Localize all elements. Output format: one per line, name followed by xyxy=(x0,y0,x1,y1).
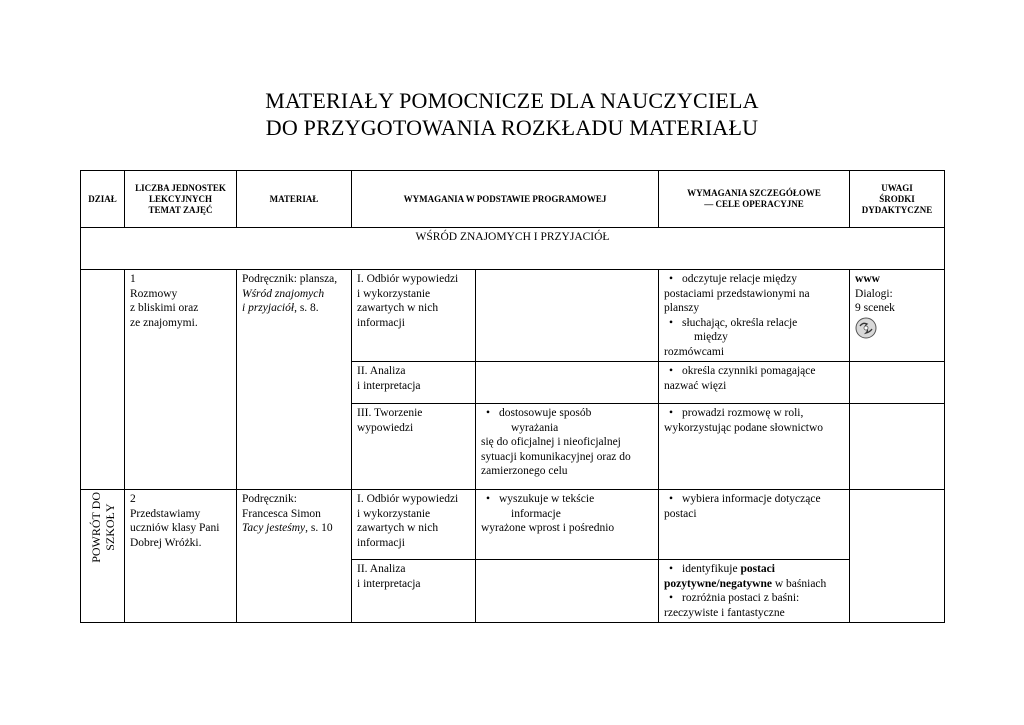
lesson-2-req-2-detail xyxy=(476,560,659,623)
lesson-2-material-line-1: Podręcznik: xyxy=(242,493,297,505)
lesson-2-material xyxy=(237,490,352,623)
lesson-1-number: 1 xyxy=(130,273,136,285)
lesson-1-req-2-detail xyxy=(476,362,659,404)
lesson-1-req-1-detail xyxy=(476,270,659,362)
cd-disc-icon xyxy=(855,317,877,339)
document-title xyxy=(0,87,1024,141)
lesson-1-req-3 xyxy=(352,404,476,490)
header-uwagi-line-1: UWAGI xyxy=(881,182,913,193)
header-row xyxy=(81,171,945,228)
lesson-2-topic-line-2: uczniów klasy Pani xyxy=(130,522,220,534)
header-liczba-line-1: LICZBA JEDNOSTEK xyxy=(135,182,226,193)
lesson-1-row-1 xyxy=(81,270,945,362)
lesson-1-uwagi-www: www xyxy=(855,273,880,285)
lesson-1-uwagi-3 xyxy=(850,404,945,490)
lesson-2-topic xyxy=(125,490,237,623)
lesson-2-objective-3: • rozróżnia postaci z baśni: xyxy=(664,591,844,606)
lesson-2-number: 2 xyxy=(130,493,136,505)
lesson-2-req-1-detail-cont: informacje xyxy=(511,507,561,520)
lesson-1-req-3-detail xyxy=(476,404,659,490)
lesson-2-objective-3-cont: rzeczywiste i fantastyczne xyxy=(664,606,785,619)
lesson-2-req-2-line-2: i interpretacja xyxy=(357,577,421,590)
lesson-1-req-3-line-1: III. Tworzenie xyxy=(357,407,423,419)
lesson-1-uwagi-dialogi: Dialogi: xyxy=(855,287,893,300)
lesson-1-objective-4: • prowadzi rozmowę w roli, xyxy=(664,406,844,421)
lesson-1-req-2 xyxy=(352,362,476,404)
lesson-1-objective-1-cont: postaciami przedstawionymi na planszy xyxy=(664,287,810,314)
lesson-1-material-line-1: Podręcznik: plansza, xyxy=(242,273,338,285)
lesson-2-objective-2-text: identyfikuje xyxy=(682,563,738,575)
header-szczegolowe xyxy=(659,171,850,228)
lesson-2-uwagi xyxy=(850,490,945,623)
lesson-1-objectives-2 xyxy=(659,362,850,404)
header-wymagania: WYMAGANIA W PODSTAWIE PROGRAMOWEJ xyxy=(352,171,659,228)
lesson-2-dzial xyxy=(81,490,125,623)
lesson-1-req-2-line-1: II. Analiza xyxy=(357,365,406,377)
lesson-1-req-2-line-2: i interpretacja xyxy=(357,379,421,392)
header-liczba-line-3: TEMAT ZAJĘĆ xyxy=(148,204,213,215)
lesson-2-objective-2-bold-2: pozytywne/negatywne xyxy=(664,577,772,590)
lesson-1-material-title-b: i przyjaciół xyxy=(242,302,295,314)
section-side-label xyxy=(89,492,117,563)
lesson-1-objective-3: • określa czynniki pomagające xyxy=(664,364,844,379)
lesson-1-req-1-line-3: zawartych w nich xyxy=(357,302,439,314)
lesson-1-req-3-detail-cont-2: się do oficjalnej i nieoficjalnej sytuacji komunikacyjnej oraz do zamierzonego celu xyxy=(481,436,631,477)
header-material: MATERIAŁ xyxy=(237,171,352,228)
lesson-2-req-2-line-1: II. Analiza xyxy=(357,563,406,575)
header-szczegolowe-line-2: — CELE OPERACYJNE xyxy=(704,199,804,209)
lesson-1-topic xyxy=(125,270,237,490)
header-liczba xyxy=(125,171,237,228)
lesson-2-topic-line-3: Dobrej Wróżki. xyxy=(130,536,202,549)
lesson-2-material-page: , s. 10 xyxy=(305,522,333,534)
lesson-2-objective-2-bold: postaci xyxy=(740,563,775,575)
lesson-1-objective-2: • słuchając, określa relacje xyxy=(664,316,844,331)
lesson-2-req-1-detail xyxy=(476,490,659,560)
lesson-1-uwagi xyxy=(850,270,945,362)
lesson-1-dzial xyxy=(81,270,125,490)
curriculum-table xyxy=(80,170,945,623)
lesson-2-req-1-line-3: zawartych w nich xyxy=(357,522,439,534)
lesson-2-material-title: Tacy jesteśmy xyxy=(242,522,306,534)
lesson-2-req-1-detail-cont-2: wyrażone wprost i pośrednio xyxy=(481,522,615,534)
section-row xyxy=(81,228,945,270)
title-line-2: DO PRZYGOTOWANIA ROZKŁADU MATERIAŁU xyxy=(265,115,759,140)
lesson-1-uwagi-2 xyxy=(850,362,945,404)
lesson-1-req-3-detail-item: • dostosowuje sposób xyxy=(481,406,653,421)
header-uwagi-line-3: DYDAKTYCZNE xyxy=(861,204,933,215)
lesson-1-req-1-line-4: informacji xyxy=(357,316,405,329)
lesson-1-objective-2-cont: między xyxy=(694,331,728,343)
lesson-1-req-3-line-2: wypowiedzi xyxy=(357,421,414,434)
lesson-1-objective-2-cont-2: rozmówcami xyxy=(664,345,725,358)
section-side-line-2: SZKOŁY xyxy=(102,503,117,552)
lesson-2-objective-1-cont: postaci xyxy=(664,507,697,520)
title-line-1: MATERIAŁY POMOCNICZE DLA NAUCZYCIELA xyxy=(265,88,759,113)
lesson-2-objective-1: • wybiera informacje dotyczące xyxy=(664,492,844,507)
lesson-2-objective-2 xyxy=(664,562,844,577)
section-side-line-1: POWRÓT DO xyxy=(88,492,103,563)
lesson-2-objectives-2 xyxy=(659,560,850,623)
lesson-1-objectives-1 xyxy=(659,270,850,362)
lesson-1-topic-line-1: Rozmowy xyxy=(130,287,178,300)
lesson-2-req-2 xyxy=(352,560,476,623)
header-uwagi-line-2: ŚRODKI xyxy=(879,193,915,204)
lesson-2-req-1-detail-item: • wyszukuje w tekście xyxy=(481,492,653,507)
lesson-1-req-1-line-1: I. Odbiór wypowiedzi xyxy=(357,273,459,285)
lesson-2-topic-line-1: Przedstawiamy xyxy=(130,507,201,520)
lesson-2-req-1-line-2: i wykorzystanie xyxy=(357,507,431,520)
lesson-1-objective-3-cont: nazwać więzi xyxy=(664,379,727,392)
lesson-2-material-author: Francesca Simon xyxy=(242,507,321,520)
lesson-1-req-1 xyxy=(352,270,476,362)
lesson-2-req-1-line-1: I. Odbiór wypowiedzi xyxy=(357,493,459,505)
header-szczegolowe-line-1: WYMAGANIA SZCZEGÓŁOWE xyxy=(687,188,821,198)
section-title: WŚRÓD ZNAJOMYCH I PRZYJACIÓŁ xyxy=(81,228,945,270)
lesson-1-req-1-line-2: i wykorzystanie xyxy=(357,287,431,300)
lesson-1-objective-4-cont: wykorzystując podane słownictwo xyxy=(664,421,824,434)
lesson-2-req-1 xyxy=(352,490,476,560)
lesson-1-material-title-a: Wśród znajomych xyxy=(242,287,325,300)
lesson-2-row-1 xyxy=(81,490,945,560)
lesson-2-objectives-1 xyxy=(659,490,850,560)
lesson-2-objective-2-tail: w baśniach xyxy=(774,577,827,590)
lesson-1-uwagi-scenki: 9 scenek xyxy=(855,302,895,314)
lesson-1-req-3-detail-cont: wyrażania xyxy=(511,421,559,434)
header-dzial: DZIAŁ xyxy=(81,171,125,228)
lesson-1-material xyxy=(237,270,352,490)
lesson-2-req-1-line-4: informacji xyxy=(357,536,405,549)
lesson-1-topic-line-2: z bliskimi oraz xyxy=(130,302,199,314)
lesson-1-material-page: , s. 8. xyxy=(294,302,319,314)
lesson-1-topic-line-3: ze znajomymi. xyxy=(130,316,198,329)
header-uwagi xyxy=(850,171,945,228)
header-liczba-line-2: LEKCYJNYCH xyxy=(148,193,212,204)
lesson-1-objective-1: • odczytuje relacje między xyxy=(664,272,844,287)
lesson-1-objectives-3 xyxy=(659,404,850,490)
